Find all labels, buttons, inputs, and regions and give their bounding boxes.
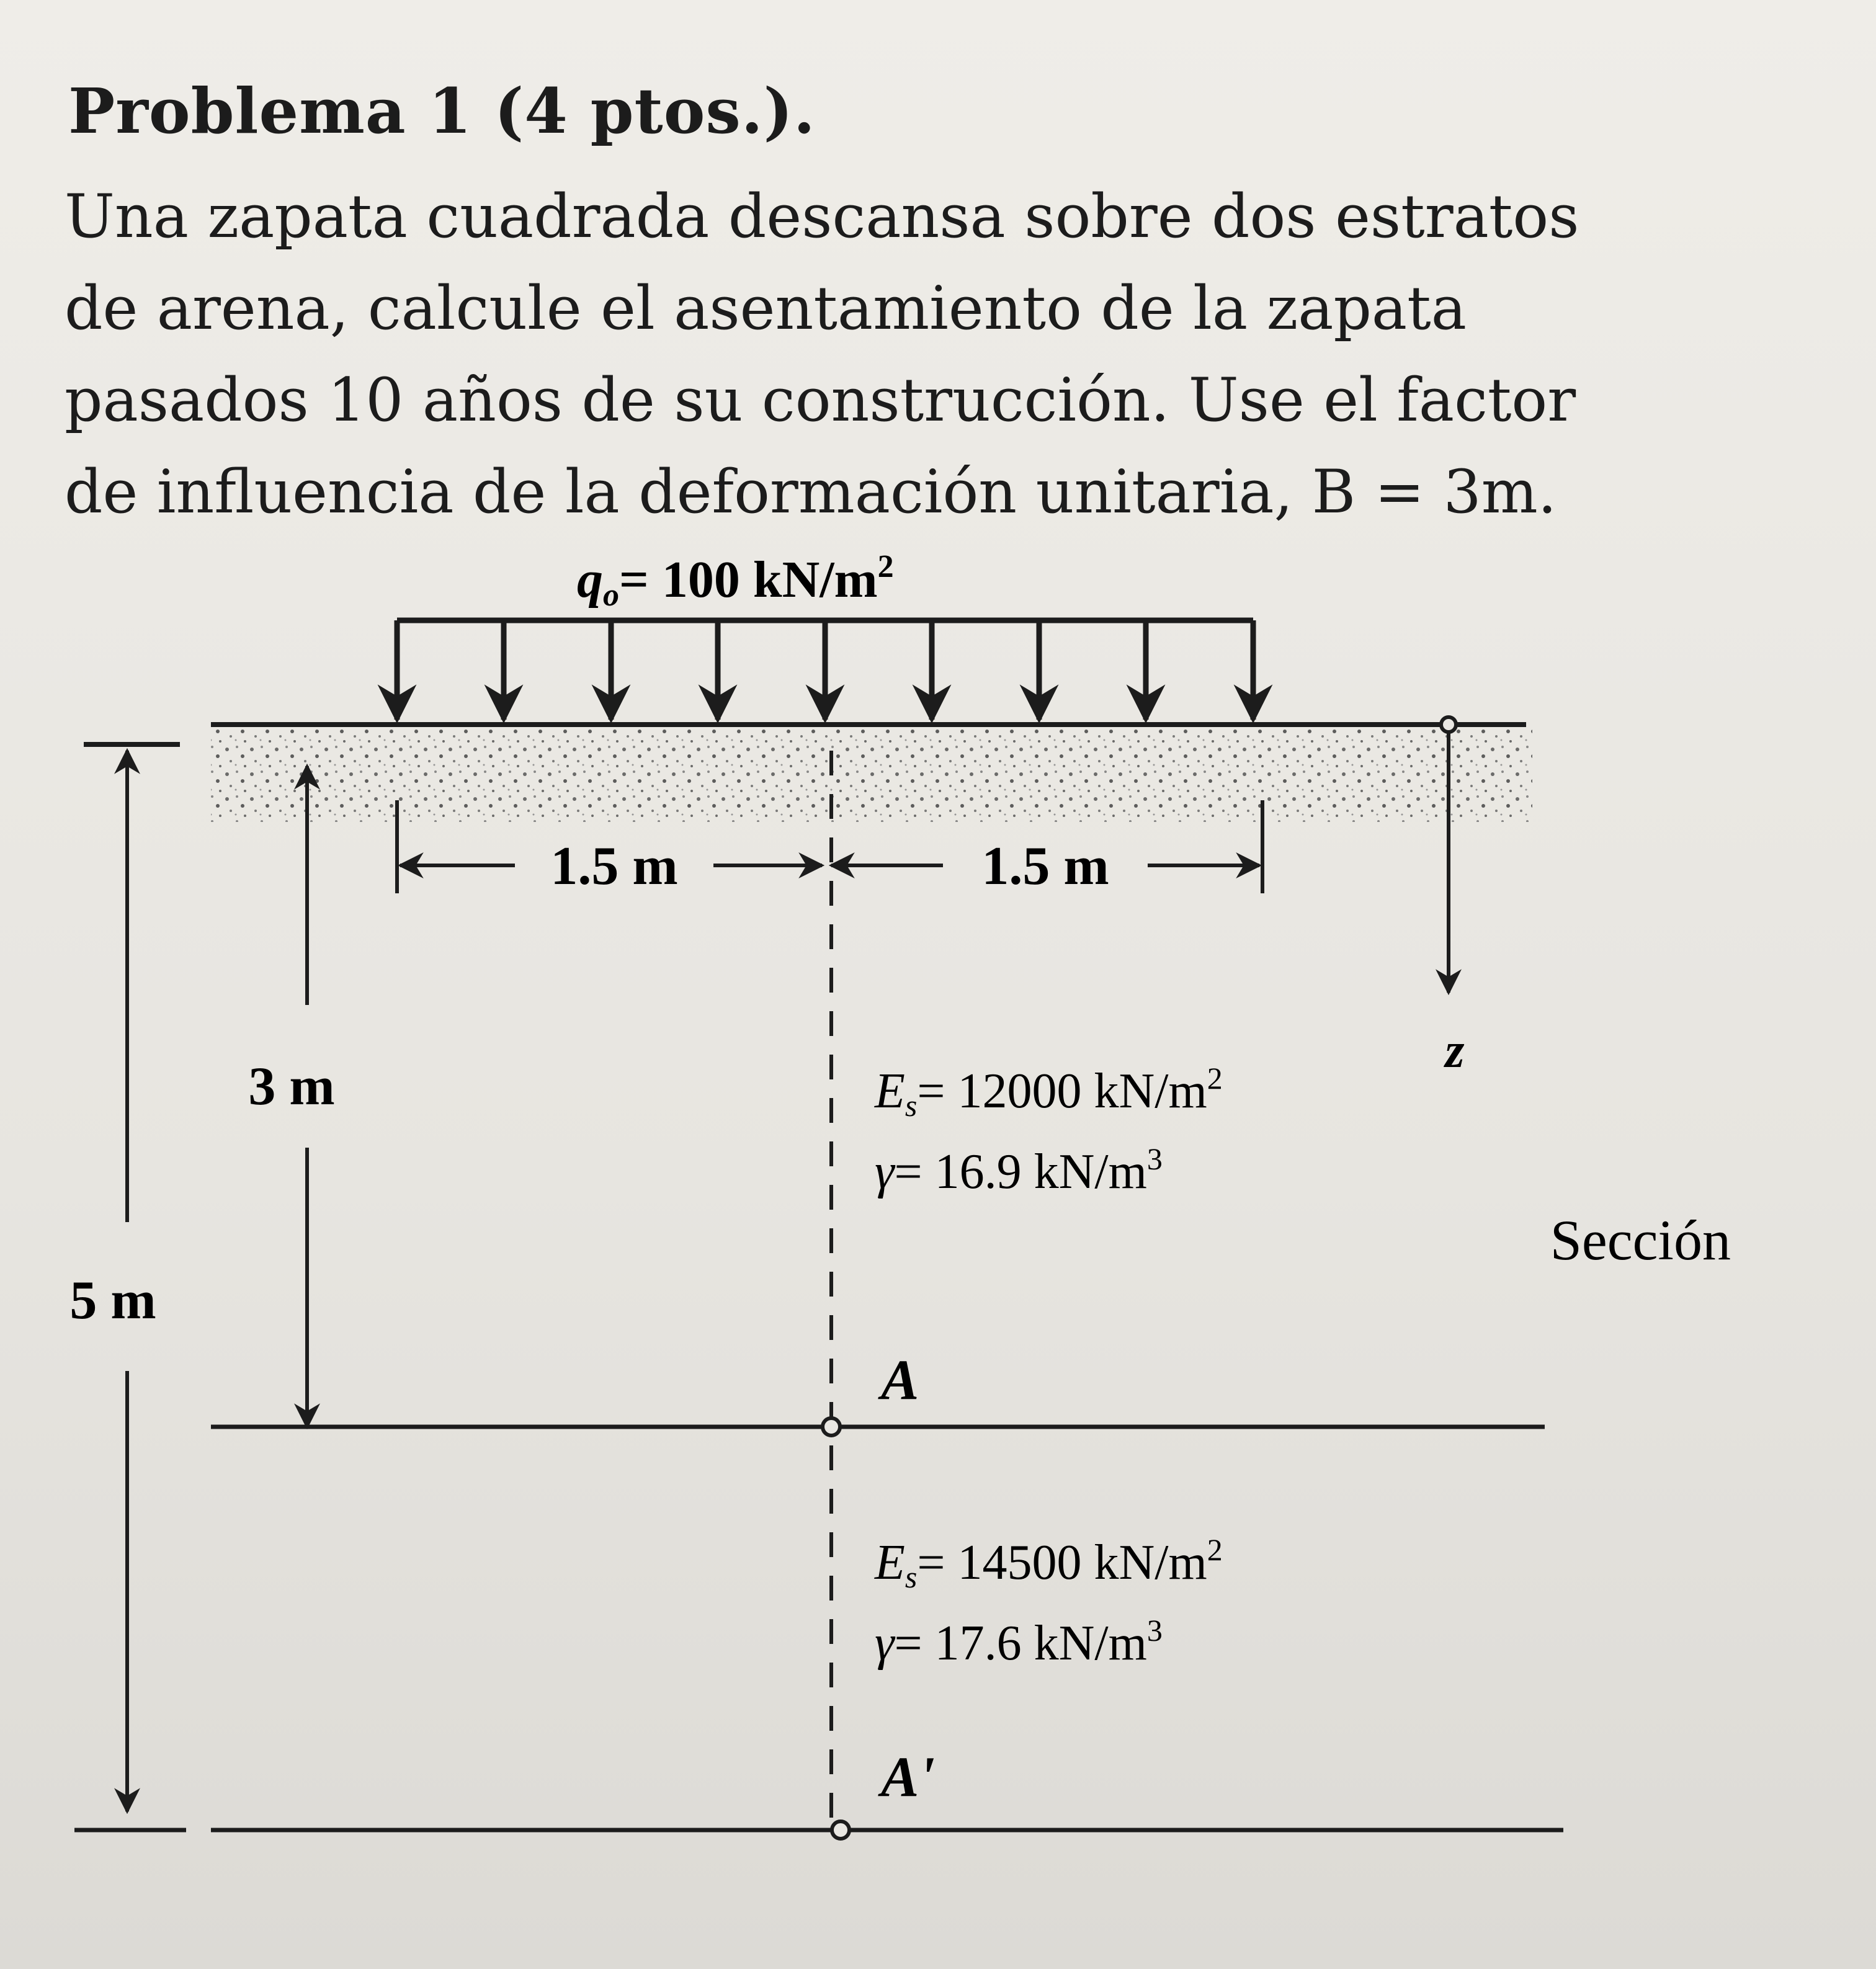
load-label: qo= 100 $kN/m^2$	[577, 549, 894, 613]
half-width-left-label: 1.5 m	[550, 836, 678, 896]
z-axis-label: z	[1445, 1024, 1465, 1078]
layer2-modulus: Es= 14500 $kN/m^2$	[875, 1532, 1223, 1594]
point-A-prime-marker	[832, 1821, 849, 1839]
layer2-unit-weight: γ= 17.6 $kN/m^3$	[875, 1613, 1163, 1671]
soil-hatch	[211, 729, 1532, 822]
z-axis-origin	[1441, 717, 1456, 732]
statement-line-3: pasados 10 años de su construcción. Use el factor	[65, 365, 1576, 435]
problem-title: Problema 1 (4 ptos.).	[68, 74, 816, 148]
total-depth-label: 5 m	[69, 1270, 156, 1331]
point-A-label: A	[881, 1348, 919, 1411]
statement-line-4: de influencia de la deformación unitaria, B = 3m.	[65, 457, 1557, 527]
layer1-unit-weight: γ= 16.9 $kN/m^3$	[875, 1141, 1163, 1199]
statement-line-2: de arena, calcule el asentamiento de la zapata	[65, 274, 1467, 343]
statement-line-1: Una zapata cuadrada descansa sobre dos estratos	[65, 182, 1579, 251]
point-A-prime-label: A'	[881, 1745, 935, 1808]
load-arrows	[397, 620, 1253, 720]
half-width-right-label: 1.5 m	[981, 836, 1109, 896]
layer1-modulus: Es= 12000 $kN/m^2$	[875, 1061, 1223, 1123]
layer1-depth-label: 3 m	[248, 1056, 335, 1117]
point-A-marker	[823, 1418, 840, 1435]
section-label: Sección	[1550, 1208, 1731, 1272]
